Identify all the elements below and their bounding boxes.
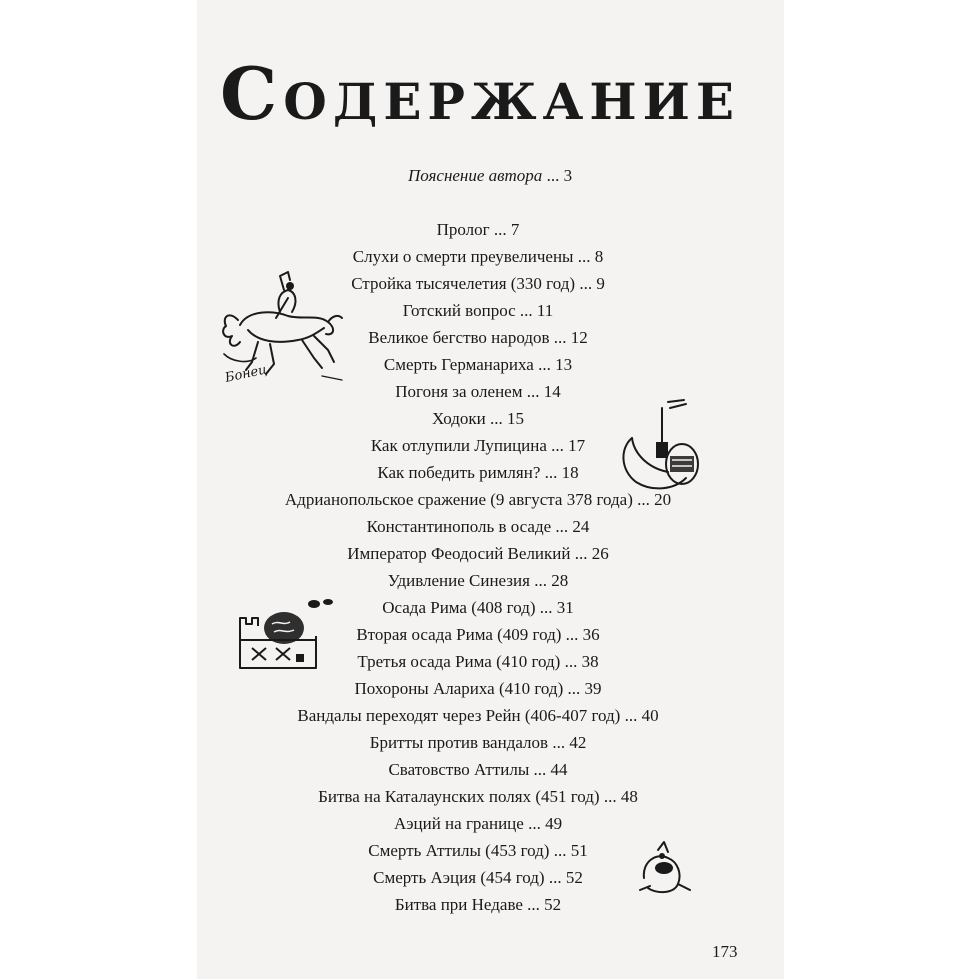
- toc-entry: Осада Рима (408 год) ... 31: [382, 598, 574, 617]
- toc-entry-title: Как победить римлян?: [377, 463, 541, 482]
- toc-entry-page: 38: [581, 652, 599, 671]
- toc-entry-title: Как отлупили Лупицина: [370, 436, 547, 455]
- toc-entry: Вторая осада Рима (409 год) ... 36: [356, 625, 600, 644]
- toc-entry: Третья осада Рима (410 год) ... 38: [357, 652, 599, 671]
- toc-entry-page: 24: [572, 517, 590, 536]
- toc-entry-title: Сватовство Аттилы: [388, 760, 530, 779]
- toc-entry-page: 13: [555, 355, 573, 374]
- page-title: Содержание: [220, 51, 740, 136]
- toc-entry-title: Слухи о смерти преувеличены: [352, 247, 574, 266]
- page-number: 173: [712, 942, 738, 961]
- preface-page: 3: [563, 166, 573, 185]
- toc-entry-page: 52: [544, 895, 562, 914]
- toc-entry: Смерть Германариха ... 13: [383, 355, 573, 374]
- toc-entry-title: Похороны Алариха (410 год): [354, 679, 564, 698]
- toc-entry-title: Смерть Аэция (454 год): [373, 868, 545, 887]
- toc-entry: Стройка тысячелетия (330 год) ... 9: [351, 274, 605, 293]
- toc-entry-title: Удивление Синезия: [387, 571, 530, 590]
- toc-entry-page: 31: [556, 598, 574, 617]
- toc-entry-page: 39: [584, 679, 602, 698]
- toc-entry: Сватовство Аттилы ... 44: [388, 760, 568, 779]
- toc-entry-title: Смерть Аттилы (453 год): [368, 841, 550, 860]
- toc-entry-title: Стройка тысячелетия (330 год): [351, 274, 576, 293]
- toc-entry: Смерть Аттилы (453 год) ... 51: [368, 841, 588, 860]
- toc-entry: Великое бегство народов ... 12: [368, 328, 588, 347]
- toc-entry: Погоня за оленем ... 14: [395, 382, 561, 401]
- toc-entry-page: 51: [570, 841, 588, 860]
- toc-entry: Битва на Каталаунских полях (451 год) ... 48: [318, 787, 638, 806]
- toc-entry-page: 36: [582, 625, 600, 644]
- toc-entry-page: 40: [641, 706, 659, 725]
- toc-entry-title: Битва при Недаве: [394, 895, 523, 914]
- toc-entry-title: Третья осада Рима (410 год): [357, 652, 561, 671]
- preface-label: Пояснение автора: [407, 166, 543, 185]
- fortress-icon: [232, 596, 344, 674]
- toc-entry: Битва при Недаве ... 52: [394, 895, 562, 914]
- toc-entry-page: 48: [620, 787, 638, 806]
- toc-entry-page: 20: [654, 490, 672, 509]
- toc-entry-title: Битва на Каталаунских полях (451 год): [318, 787, 600, 806]
- horse-rider-icon: [218, 270, 350, 390]
- toc-entry-title: Вандалы переходят через Рейн (406-407 год): [297, 706, 621, 725]
- toc-entry: Удивление Синезия ... 28: [387, 571, 569, 590]
- toc-entry: Аэций на границе ... 49: [393, 814, 563, 833]
- toc-entry-title: Император Феодосий Великий: [347, 544, 571, 563]
- toc-entry: Император Феодосий Великий ... 26: [347, 544, 609, 563]
- toc-entry-title: Готский вопрос: [402, 301, 516, 320]
- preface-entry: Пояснение автора ... 3: [407, 166, 573, 185]
- toc-entry-title: Ходоки: [432, 409, 486, 428]
- toc-entry-page: 11: [536, 301, 554, 320]
- toc-entry-title: Константинополь в осаде: [366, 517, 552, 536]
- illustrator-signature: Бонец: [223, 362, 269, 386]
- toc-entry-title: Адрианопольское сражение (9 августа 378 года): [284, 490, 633, 509]
- toc-entry-title: Пролог: [436, 220, 490, 239]
- toc-entry-title: Бритты против вандалов: [369, 733, 549, 752]
- toc-entry-title: Вторая осада Рима (409 год): [356, 625, 562, 644]
- toc-entry: Бритты против вандалов ... 42: [369, 733, 587, 752]
- toc-entry: Вандалы переходят через Рейн (406-407 год) ... 40: [297, 706, 659, 725]
- toc-entry-title: Аэций на границе: [393, 814, 524, 833]
- toc-entry: Адрианопольское сражение (9 августа 378 года) ... 20: [284, 490, 672, 509]
- drinking-horn-icon: [612, 398, 708, 496]
- toc-entry: Похороны Алариха (410 год) ... 39: [354, 679, 602, 698]
- toc-entry: Как отлупили Лупицина ... 17: [370, 436, 586, 455]
- toc-entry-page: 26: [591, 544, 609, 563]
- toc-entry-page: 44: [550, 760, 568, 779]
- toc-entry: Пролог ... 7: [436, 220, 520, 239]
- toc-entry-page: 42: [569, 733, 587, 752]
- toc-entry-page: 9: [596, 274, 605, 293]
- toc-entry-page: 8: [594, 247, 604, 266]
- toc-entry-title: Великое бегство народов: [368, 328, 550, 347]
- toc-entry-page: 7: [510, 220, 520, 239]
- toc-entry-page: 17: [568, 436, 586, 455]
- toc-entry-title: Смерть Германариха: [383, 355, 534, 374]
- toc-entry-title: Осада Рима (408 год): [382, 598, 536, 617]
- toc-entry-page: 52: [565, 868, 583, 887]
- toc-entry-page: 14: [543, 382, 561, 401]
- bird-icon: [632, 838, 696, 902]
- toc-entry-page: 28: [551, 571, 569, 590]
- toc-entry: Смерть Аэция (454 год) ... 52: [373, 868, 583, 887]
- toc-entry: Готский вопрос ... 11: [402, 301, 554, 320]
- toc-entry: Как победить римлян? ... 18: [377, 463, 579, 482]
- toc-entry-title: Погоня за оленем: [395, 382, 523, 401]
- toc-entry-page: 49: [545, 814, 563, 833]
- toc-entry: Ходоки ... 15: [432, 409, 524, 428]
- toc-entry-page: 18: [561, 463, 579, 482]
- toc-entry-page: 12: [570, 328, 588, 347]
- toc-entry: Константинополь в осаде ... 24: [366, 517, 590, 536]
- toc-entry: Слухи о смерти преувеличены ... 8: [352, 247, 604, 266]
- toc-entry-page: 15: [506, 409, 524, 428]
